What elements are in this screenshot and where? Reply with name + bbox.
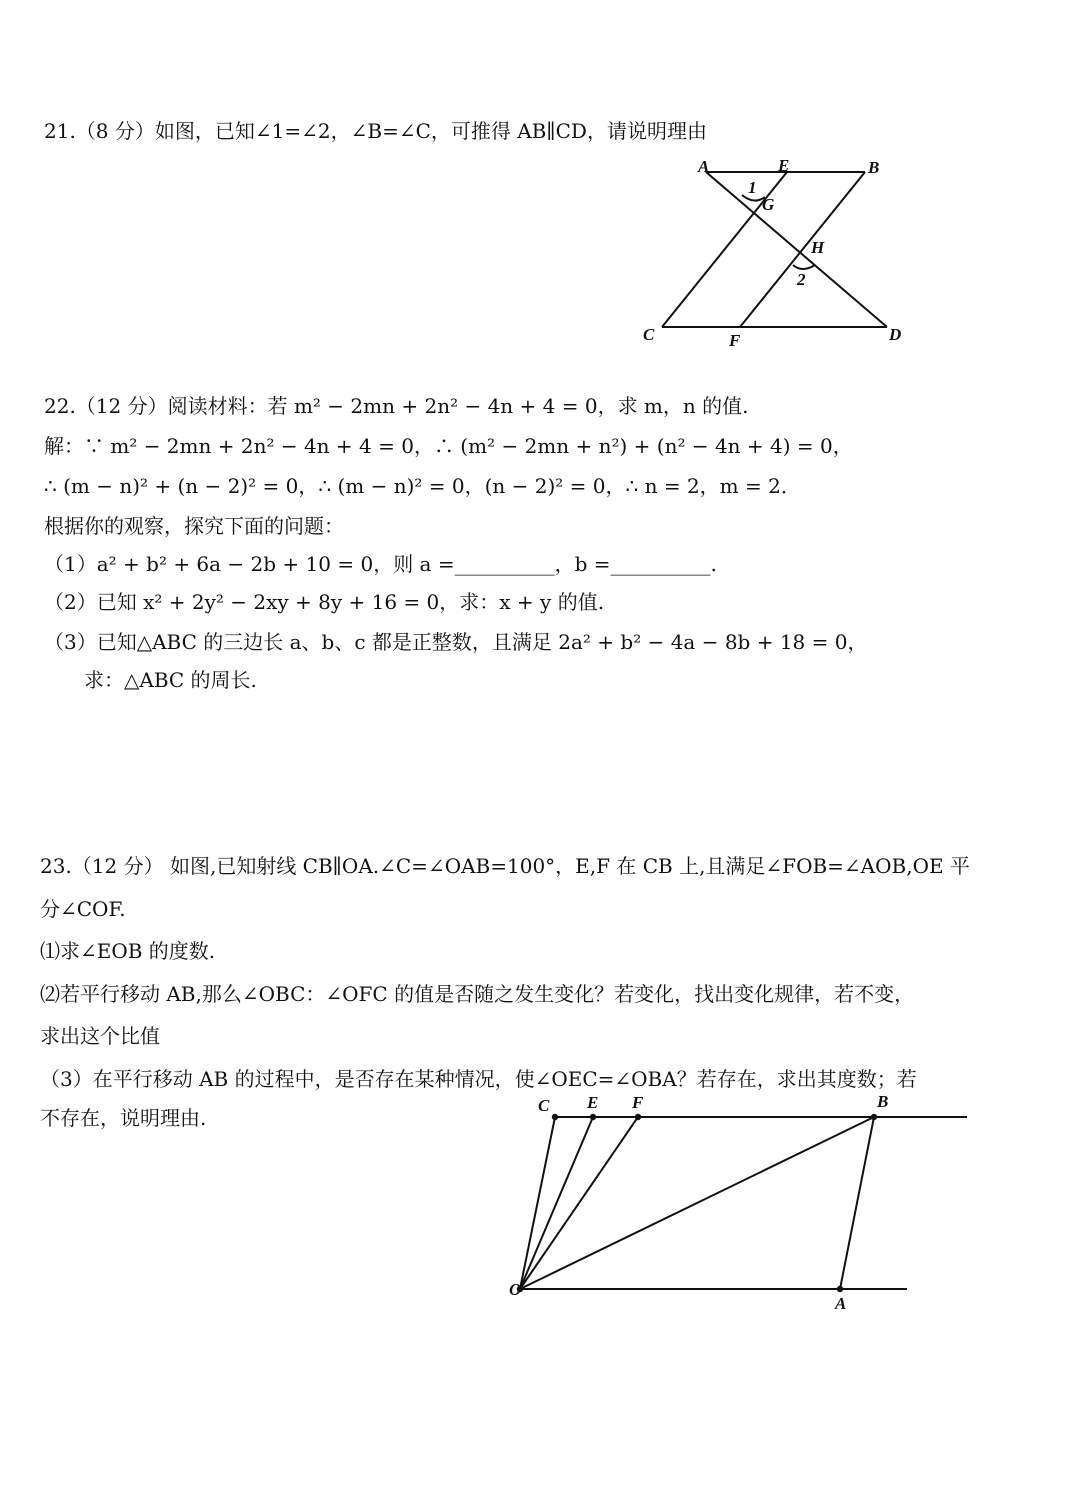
q22-part-1: （1）a² + b² + 6a − 2b + 10 = 0，则 a =__________，b =__________. [44, 552, 717, 576]
q21-label-c: C [643, 325, 655, 344]
q21-angle-2-arc [793, 265, 815, 269]
q22-solution-line-2: ∴ (m − n)² + (n − 2)² = 0，∴ (m − n)² = 0，(n − 2)² = 0，∴ n = 2，m = 2． [44, 474, 801, 498]
q21-label-angle-2: 2 [797, 270, 806, 289]
q23-part-3: （3）在平行移动 AB 的过程中，是否存在某种情况，使∠OEC=∠OBA？若存在，求出其度数；若 [40, 1067, 917, 1091]
q23-label-c: C [538, 1096, 550, 1115]
q23-label-f: F [632, 1093, 644, 1112]
q21-segment-ad [706, 172, 887, 327]
q23-point-a [837, 1286, 843, 1292]
q21-figure [630, 155, 930, 355]
q23-segment-oe [520, 1117, 593, 1289]
q22-part-3: （3）已知△ABC 的三边长 a、b、c 都是正整数，且满足 2a² + b² − 4a − 8b + 18 = 0， [44, 630, 868, 654]
q23-point-b [871, 1114, 877, 1120]
q23-label-a: A [835, 1294, 847, 1313]
q23-question-cont: 分∠COF. [40, 897, 126, 921]
q23-part-3-cont: 不存在，说明理由. [40, 1106, 207, 1130]
q22-instruction: 根据你的观察，探究下面的问题： [44, 514, 344, 538]
q23-segment-ob [520, 1117, 874, 1289]
q23-figure [505, 1090, 975, 1320]
q22-part-2: （2）已知 x² + 2y² − 2xy + 8y + 16 = 0，求：x + y 的值. [44, 590, 605, 614]
q21-label-g: G [762, 195, 775, 214]
q23-label-b: B [877, 1092, 889, 1111]
q22-question: 22.（12 分）阅读材料：若 m² − 2mn + 2n² − 4n + 4 = 0，求 m，n 的值. [44, 394, 749, 418]
q23-part-2: ⑵若平行移动 AB,那么∠OBC：∠OFC 的值是否随之发生变化？若变化，找出变化规律，若不变， [40, 982, 915, 1006]
q23-point-c [552, 1114, 558, 1120]
q23-segment-ab [840, 1117, 874, 1289]
q21-question: 21.（8 分）如图，已知∠1=∠2，∠B=∠C，可推得 AB∥CD，请说明理由 [44, 119, 707, 143]
q21-segment-fb [740, 172, 865, 327]
q21-label-b: B [868, 158, 880, 177]
q23-point-e [590, 1114, 596, 1120]
q21-label-e: E [778, 156, 790, 175]
q22-solution-line-1: 解：∵ m² − 2mn + 2n² − 4n + 4 = 0，∴ (m² − 2mn + n²) + (n² − 4n + 4) = 0， [44, 434, 853, 458]
q21-label-angle-1: 1 [748, 178, 757, 197]
q21-label-a: A [698, 157, 710, 176]
q23-point-f [635, 1114, 641, 1120]
q21-label-d: D [889, 325, 902, 344]
q23-question: 23.（12 分） 如图,已知射线 CB∥OA.∠C=∠OAB=100°，E,F 在 CB 上,且满足∠FOB=∠AOB,OE 平 [40, 854, 970, 878]
q22-part-3-ask: 求：△ABC 的周长. [84, 668, 257, 692]
q23-part-2-cont: 求出这个比值 [40, 1024, 160, 1048]
q21-label-h: H [811, 238, 825, 257]
q23-part-1: ⑴求∠EOB 的度数. [40, 939, 216, 963]
q21-label-f: F [729, 331, 741, 350]
q23-label-o: O [509, 1280, 522, 1299]
q23-label-e: E [587, 1093, 599, 1112]
